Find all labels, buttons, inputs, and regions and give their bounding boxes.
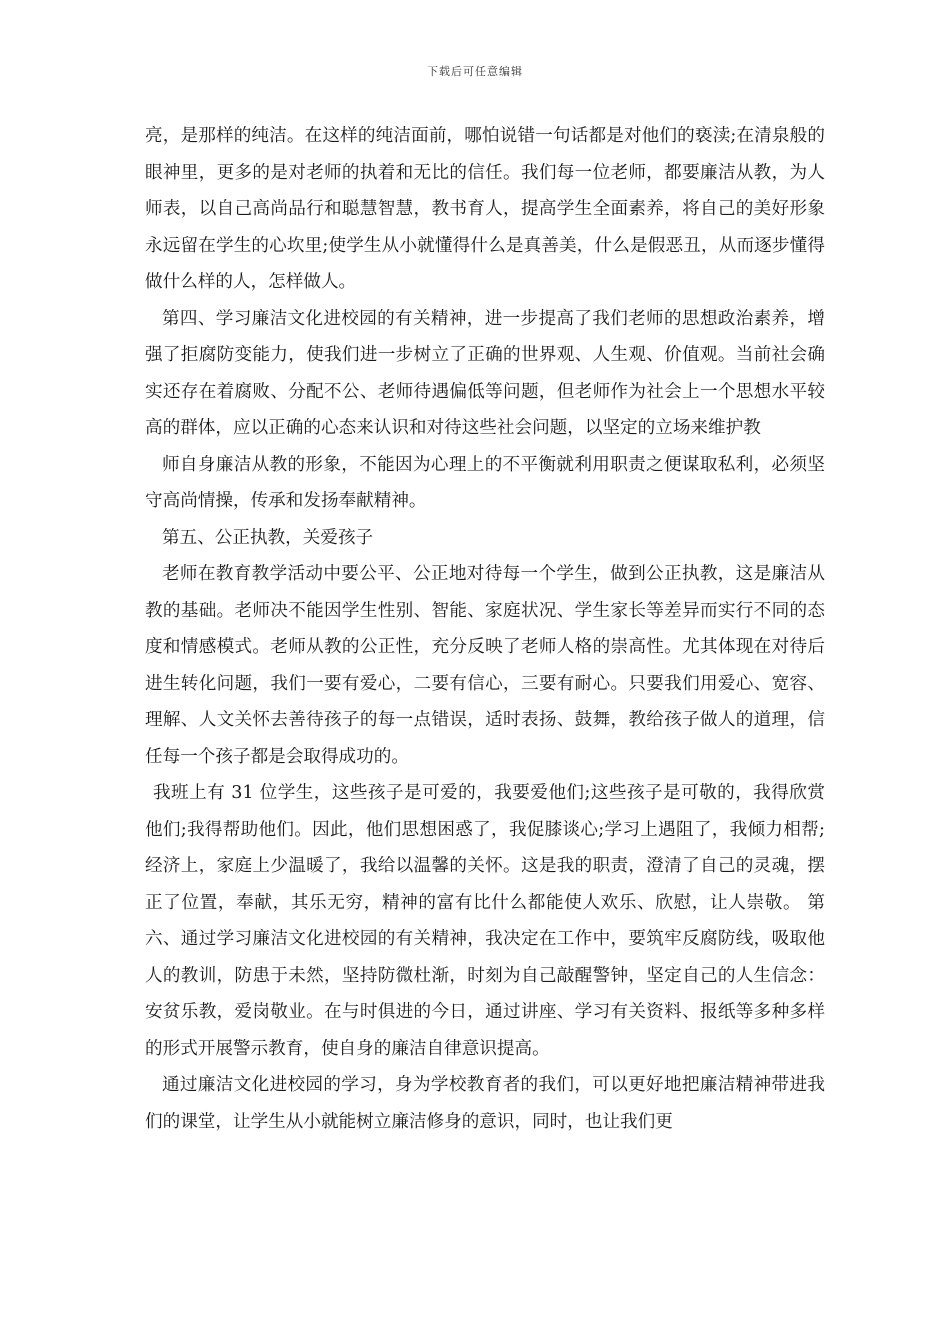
paragraph-6: 我班上有 31 位学生，这些孩子是可爱的，我要爱他们;这些孩子是可敬的，我得欣赏他们;我得帮助他们。因此，他们思想困惑了，我促膝谈心;学习上遇阻了，我倾力相帮;经济上，家庭上少温暖了，我给以温馨的关怀。这是我的职责，澄清了自己的灵魂，摆正了位置，奉献，其乐无穷，精神的富有比什么都能使人欢乐、欣慰，让人崇敬。 第六、通过学习廉洁文化进校园的有关精神，我决定在工作中，要筑牢反腐防线，吸取他人的教训，防患于未然，坚持防微杜渐，时刻为自己敲醒警钟，坚定自己的人生信念：安贫乐教，爱岗敬业。在与时俱进的今日，通过讲座、学习有关资料、报纸等多种多样的形式开展警示教育，使自身的廉洁自律意识提高。 <box>145 783 825 1059</box>
page-header: 下载后可任意编辑 <box>427 65 523 78</box>
paragraph-3: 师自身廉洁从教的形象，不能因为心理上的不平衡就利用职责之便谋取私利，必须坚守高尚情操，传承和发扬奉献精神。 <box>145 454 825 511</box>
document-body <box>145 118 825 1140</box>
paragraph-7: 通过廉洁文化进校园的学习，身为学校教育者的我们，可以更好地把廉洁精神带进我们的课堂，让学生从小就能树立廉洁修身的意识，同时，也让我们更 <box>145 1075 825 1132</box>
paragraph-5: 老师在教育教学活动中要公平、公正地对待每一个学生，做到公正执教，这是廉洁从教的基础。老师决不能因学生性别、智能、家庭状况、学生家长等差异而实行不同的态度和情感模式。老师从教的公正性，充分反映了老师人格的崇高性。尤其体现在对待后进生转化问题，我们一要有爱心，二要有信心，三要有耐心。只要我们用爱心、宽容、理解、人文关怀去善待孩子的每一点错误，适时表扬、鼓舞，教给孩子做人的道理，信任每一个孩子都是会取得成功的。 <box>145 564 825 767</box>
paragraph-2: 第四、学习廉洁文化进校园的有关精神，进一步提高了我们老师的思想政治素养，增强了拒腐防变能力，使我们进一步树立了正确的世界观、人生观、价值观。当前社会确实还存在着腐败、分配不公、老师待遇偏低等问题，但老师作为社会上一个思想水平较高的群体，应以正确的心态来认识和对待这些社会问题，以坚定的立场来维护教 <box>145 308 825 438</box>
paragraph-1: 亮，是那样的纯洁。在这样的纯洁面前，哪怕说错一句话都是对他们的亵渎;在清泉般的眼神里，更多的是对老师的执着和无比的信任。我们每一位老师，都要廉洁从教，为人师表，以自己高尚品行和聪慧智慧，教书育人，提高学生全面素养，将自己的美好形象永远留在学生的心坎里;使学生从小就懂得什么是真善美，什么是假恶丑，从而逐步懂得做什么样的人，怎样做人。 <box>145 126 825 292</box>
paragraph-4-heading: 第五、公正执教，关爱孩子 <box>162 527 374 548</box>
